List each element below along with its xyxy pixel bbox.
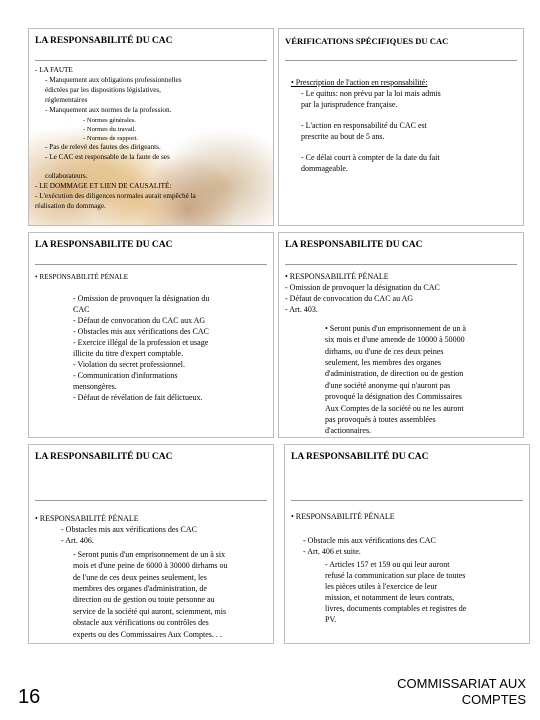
text-line: PV. (325, 615, 337, 625)
text-line: réglementaires (45, 95, 88, 104)
text-line: - Violation du secret professionnel. (73, 360, 186, 370)
article-text (325, 323, 517, 437)
slide-body (35, 66, 267, 212)
text-line: obstacle aux vérifications ou contrôles des (73, 618, 209, 628)
text-line: - Normes du travail. (83, 125, 137, 133)
text-line: - Manquement aux normes de la profession. (45, 105, 172, 114)
title-divider (285, 264, 517, 265)
text-line: - Articles 157 et 159 ou qui leur auront (325, 560, 450, 569)
text-line: - Obstacles mis aux vérifications des CAC (61, 525, 197, 535)
text-line: - Ce délai court à compter de la date du fait (301, 153, 440, 163)
text-line: service de la société qui auront, sciemment, mis (73, 606, 227, 616)
footer-line: COMMISSARIAT AUX (397, 676, 526, 691)
slide-title: LA RESPONSABILITÉ DU CAC (35, 36, 173, 46)
text-line: - Art. 406 et suite. (303, 547, 361, 557)
slide-5 (28, 444, 274, 644)
text-line: • Seront punis d'un emprisonnement de un à (325, 324, 466, 333)
slide-list (73, 293, 267, 403)
text-line: • RESPONSABILITÉ PÉNALE (285, 272, 389, 281)
text-line: illicite du titre d'expert comptable. (73, 349, 184, 359)
text-line: - Pas de relevé des fautes des dirigeants. (45, 142, 161, 151)
title-divider (35, 500, 267, 501)
slide-body (35, 513, 267, 546)
text-line: membres des organes d'administration, de (73, 584, 207, 594)
text-line: - Exercice illégal de la profession et usage (73, 338, 209, 348)
text-line: - Défaut de convocation du CAC au AG (285, 294, 414, 304)
text-line: par la jurisprudence française. (301, 100, 398, 110)
text-line: réalisation du dommage. (35, 201, 106, 210)
slide-title: VÉRIFICATIONS SPÉCIFIQUES DU CAC (285, 36, 449, 46)
text-line: - Omission de provoquer la désignation du CAC (285, 283, 440, 293)
text-line: six mois et d'une amende de 10000 à 50000 (325, 335, 465, 345)
slide-3 (28, 232, 274, 438)
text-line: direction ou de gestion ou toute personne au (73, 595, 215, 605)
title-divider (291, 500, 523, 501)
slide-4 (278, 232, 524, 438)
slide-1 (28, 28, 274, 226)
text-line: collaborateurs. (45, 171, 88, 180)
text-line: - Défaut de convocation du CAC aux AG (73, 316, 206, 326)
slide-title: LA RESPONSABILITE DU CAC (285, 240, 423, 250)
text-line: • RESPONSABILITÉ PÉNALE (35, 514, 139, 523)
text-line: - Manquement aux obligations professionnelles (45, 75, 182, 84)
slide-list (303, 535, 523, 557)
text-line: - Art. 406. (61, 536, 94, 546)
text-line: Aux Comptes de la société ou ne les auront (325, 403, 464, 413)
text-line: - LA FAUTE (35, 66, 73, 74)
article-text (73, 549, 267, 640)
text-line: pas provoqués à toutes assemblées (325, 414, 436, 424)
text-line: - Seront punis d'un emprisonnement de un à six (73, 550, 226, 559)
text-line: d'une société anonyme qui n'auront pas (325, 380, 451, 390)
text-line: - Le quitus: non prévu par la loi mais admis (301, 89, 441, 99)
slide-title: LA RESPONSABILITE DU CAC (35, 240, 173, 250)
title-divider (35, 264, 267, 265)
footer-title (397, 676, 526, 709)
text-line: mensongères. (73, 382, 117, 392)
text-line: - Communication d'informations (73, 371, 178, 381)
text-line: d'administration, de direction ou de gestion (325, 369, 464, 379)
text-line: - Art. 403. (285, 305, 318, 315)
text-line: • Prescription de l'action en responsabilité: (291, 78, 428, 87)
text-line: - LE DOMMAGE ET LIEN DE CAUSALITÉ: (35, 181, 172, 190)
slide-6 (284, 444, 530, 644)
text-line: - Obstacles mis aux vérifications des CAC (73, 327, 209, 337)
text-line: - Le CAC est responsable de la faute de ses (45, 152, 170, 161)
text-line: de l'une de ces deux peines seulement, les (73, 572, 207, 582)
article-text (325, 559, 523, 625)
text-line: livres, documents comptables et registres de (325, 604, 467, 614)
text-line: - Normes de rapport. (83, 134, 138, 142)
text-line: les pièces utiles à l'exercice de leur (325, 582, 438, 592)
slide-body (285, 271, 517, 315)
text-line: experts ou des Commissaires Aux Comptes. . . (73, 629, 222, 639)
title-divider (35, 60, 267, 61)
slide-body (291, 511, 523, 522)
page-number: 16 (18, 686, 41, 708)
text-line: - L'action en responsabilité du CAC est (301, 121, 427, 131)
text-line: provoqué la désignation des Commissaires (325, 392, 462, 402)
text-line: édictées par les dispositions législatives, (45, 85, 161, 94)
text-line: d'actionnaires. (325, 426, 372, 436)
text-line: CAC (73, 305, 90, 315)
slide-title: LA RESPONSABILITÉ DU CAC (35, 452, 173, 462)
slide-title: LA RESPONSABILITÉ DU CAC (291, 452, 429, 462)
text-line: - L'exécution des diligences normales aurait empêché la (35, 191, 196, 200)
text-line: - Normes générales. (83, 116, 136, 124)
text-line: seulement, les membres des organes (325, 358, 442, 368)
text-line: • RESPONSABILITÉ PÉNALE (291, 512, 395, 521)
title-divider (285, 60, 517, 61)
text-line: refusé la communication sur place de toutes (325, 571, 466, 581)
text-line: mois et d'une peine de 6000 à 30000 dirhams ou (73, 561, 228, 571)
text-line: dirhams, ou d'une de ces deux peines (325, 346, 444, 356)
footer-line: COMPTES (461, 692, 526, 708)
text-line: mission, et notamment de leurs contrats, (325, 593, 455, 603)
text-line: - Obstacle mis aux vérifications des CAC (303, 536, 436, 545)
text-line: dommageable. (301, 164, 348, 174)
slide-body (291, 77, 517, 174)
text-line: prescrite au bout de 5 ans. (301, 132, 385, 142)
text-line: - Omission de provoquer la désignation du (73, 294, 210, 303)
slide-2 (278, 28, 524, 226)
text-line: - Défaut de révélation de fait délictueux. (73, 393, 203, 403)
section-heading: • RESPONSABILITÉ PÉNALE (35, 273, 129, 281)
slide-body (35, 273, 267, 283)
